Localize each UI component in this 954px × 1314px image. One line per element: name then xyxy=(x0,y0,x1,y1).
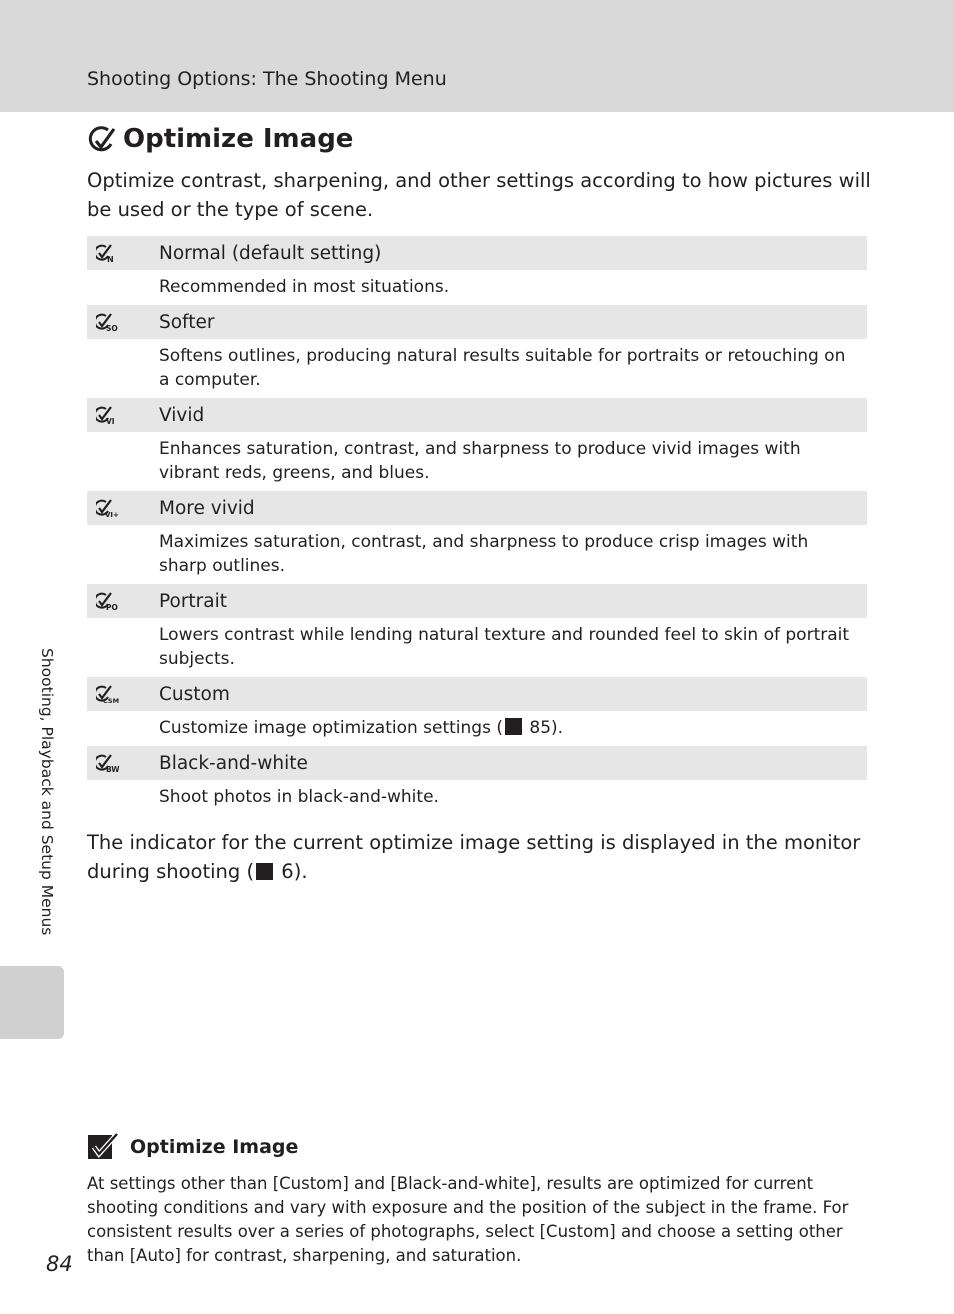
svg-text:BW: BW xyxy=(106,765,120,773)
option-description: Softens outlines, producing natural results suitable for portraits or retouching on a computer. xyxy=(159,346,846,390)
svg-text:PO: PO xyxy=(106,603,118,611)
optimize-portrait-icon xyxy=(87,591,159,611)
svg-text:VI+: VI+ xyxy=(105,511,119,518)
page-number: 84 xyxy=(46,1252,73,1276)
note-title: Optimize Image xyxy=(130,1136,299,1158)
note-body: At settings other than [Custom] and [Black-and-white], results are optimized for current shooting conditions and vary with exposure and the position of the subject in the frame. For consistent results over a series of photographs, select [Custom] and choose a setting other than [Auto] for contrast, sharpening, and saturation. xyxy=(87,1174,849,1265)
option-label: Black-and-white xyxy=(159,752,308,774)
page-title xyxy=(87,124,353,154)
option-more-vivid-header xyxy=(87,491,867,525)
option-description: Customize image optimization settings ( 85). xyxy=(159,718,564,738)
optimize-softer-icon xyxy=(87,312,159,332)
option-label: Vivid xyxy=(159,404,205,426)
optimize-normal-icon xyxy=(87,243,159,263)
header-band xyxy=(0,0,954,112)
option-portrait-header xyxy=(87,584,867,618)
option-description: Lowers contrast while lending natural texture and rounded feel to skin of portrait subjects. xyxy=(159,625,850,669)
option-label: Softer xyxy=(159,311,215,333)
optimize-image-icon xyxy=(87,124,117,154)
optimize-black-white-icon xyxy=(87,753,159,773)
page-title-text: Optimize Image xyxy=(123,124,354,154)
option-description: Maximizes saturation, contrast, and sharpness to produce crisp images with sharp outlines. xyxy=(159,532,809,576)
option-softer-header xyxy=(87,305,867,339)
indicator-text: The indicator for the current optimize image setting is displayed in the monitor during shooting ( 6). xyxy=(87,831,861,883)
optimize-custom-icon xyxy=(87,684,159,704)
option-custom-header xyxy=(87,677,867,711)
optimize-vivid-icon xyxy=(87,405,159,425)
options-table xyxy=(87,236,867,815)
option-description: Shoot photos in black-and-white. xyxy=(159,787,439,807)
optimize-more-vivid-icon xyxy=(87,498,159,518)
svg-text:VI: VI xyxy=(106,417,115,425)
side-tab-label: Shooting, Playback and Setup Menus xyxy=(38,648,56,936)
svg-text:CSM: CSM xyxy=(103,697,120,704)
note-heading xyxy=(87,1132,298,1162)
option-label: More vivid xyxy=(159,497,255,519)
option-description: Recommended in most situations. xyxy=(159,277,450,297)
option-label: Normal (default setting) xyxy=(159,242,382,264)
side-tab-marker xyxy=(0,966,64,1039)
option-normal-header xyxy=(87,236,867,270)
page-reference-icon xyxy=(505,718,522,735)
svg-text:SO: SO xyxy=(106,324,118,332)
option-label: Portrait xyxy=(159,590,228,612)
intro-text: Optimize contrast, sharpening, and other settings according to how pictures will be used or the type of scene. xyxy=(87,169,871,221)
option-black-white-header xyxy=(87,746,867,780)
page-reference-icon xyxy=(256,863,273,880)
option-vivid-header xyxy=(87,398,867,432)
section-header: Shooting Options: The Shooting Menu xyxy=(87,68,447,90)
checkmark-note-icon xyxy=(87,1132,119,1162)
option-label: Custom xyxy=(159,683,230,705)
svg-text:N: N xyxy=(107,255,114,263)
option-description: Enhances saturation, contrast, and sharpness to produce vivid images with vibrant reds, greens, and blues. xyxy=(159,439,801,483)
